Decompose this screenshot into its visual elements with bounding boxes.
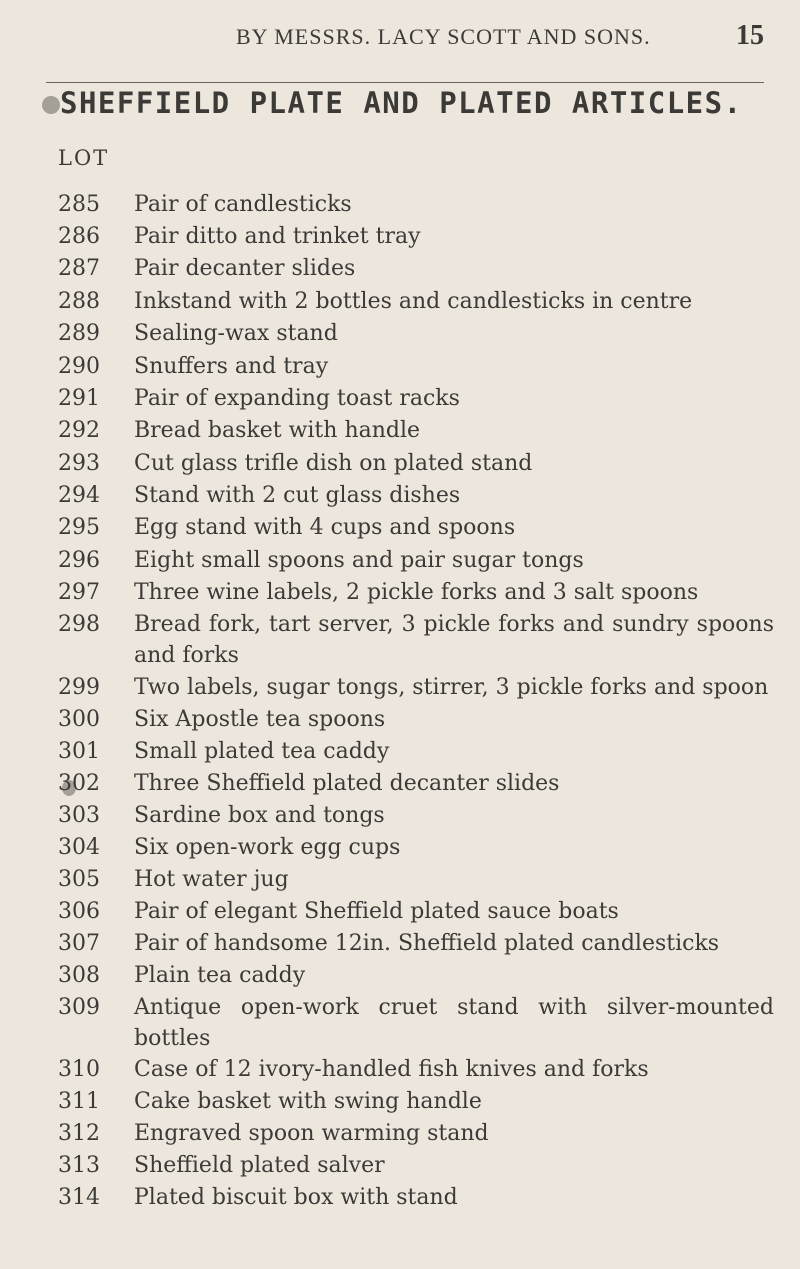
lot-number: 289: [58, 321, 100, 346]
lot-description: Sealing-wax stand: [134, 321, 338, 346]
lot-description: Inkstand with 2 bottles and candlesticks in centre: [134, 289, 693, 314]
lot-number: 292: [58, 418, 100, 443]
lot-description: Egg stand with 4 cups and spoons: [134, 515, 516, 540]
lot-description: Six open-work egg cups: [134, 835, 401, 860]
lot-description: Stand with 2 cut glass dishes: [134, 483, 461, 508]
lot-number: 291: [58, 386, 100, 411]
lot-number: 309: [58, 995, 100, 1020]
lot-description: Snuffers and tray: [134, 354, 329, 379]
lot-description: Pair ditto and trinket tray: [134, 224, 421, 249]
lot-description: Three Sheffield plated decanter slides: [134, 771, 560, 796]
lot-description: Pair of candlesticks: [134, 192, 352, 217]
lot-description: Engraved spoon warming stand: [134, 1121, 489, 1146]
lot-number: 288: [58, 289, 100, 314]
lot-number: 290: [58, 354, 100, 379]
lot-description: Pair decanter slides: [134, 256, 356, 281]
lot-description: Plated biscuit box with stand: [134, 1185, 458, 1210]
lot-number: 301: [58, 739, 100, 764]
lot-number: 306: [58, 899, 100, 924]
lot-number: 286: [58, 224, 100, 249]
lot-number: 296: [58, 548, 100, 573]
lot-description: Three wine labels, 2 pickle forks and 3 salt spoons: [134, 580, 699, 605]
lot-description: Antique open-work cruet stand with silver-mounted bottles: [134, 995, 774, 1051]
lot-description: Cut glass trifle dish on plated stand: [134, 451, 533, 476]
lot-number: 300: [58, 707, 100, 732]
lot-number: 285: [58, 192, 100, 217]
lot-description: Pair of expanding toast racks: [134, 386, 460, 411]
lot-number: 314: [58, 1185, 100, 1210]
lot-number: 297: [58, 580, 100, 605]
lot-column-heading: LOT: [58, 146, 110, 170]
lot-description: Cake basket with swing handle: [134, 1089, 482, 1114]
lot-description: Hot water jug: [134, 867, 289, 892]
lot-number: 311: [58, 1089, 100, 1114]
lot-number: 305: [58, 867, 100, 892]
ink-smudge: [42, 96, 60, 114]
lot-number: 299: [58, 675, 100, 700]
lot-number: 304: [58, 835, 100, 860]
header-rule: [46, 82, 764, 83]
lot-number: 287: [58, 256, 100, 281]
lot-description: Pair of elegant Sheffield plated sauce boats: [134, 899, 619, 924]
running-head: BY MESSRS. LACY SCOTT AND SONS.: [236, 24, 651, 49]
lot-number: 294: [58, 483, 100, 508]
lot-description: Bread fork, tart server, 3 pickle forks and sundry spoons and forks: [134, 612, 774, 668]
page-number: 15: [736, 20, 764, 51]
lot-description: Sheffield plated salver: [134, 1153, 385, 1178]
lot-number: 307: [58, 931, 100, 956]
lot-number: 310: [58, 1057, 100, 1082]
lot-number: 312: [58, 1121, 100, 1146]
lot-description: Bread basket with handle: [134, 418, 421, 443]
section-title: SHEFFIELD PLATE AND PLATED ARTICLES.: [60, 86, 743, 120]
lot-description: Case of 12 ivory-handled fish knives and forks: [134, 1057, 649, 1082]
lot-description: Eight small spoons and pair sugar tongs: [134, 548, 584, 573]
lot-number: 308: [58, 963, 100, 988]
lot-number: 303: [58, 803, 100, 828]
lot-description: Pair of handsome 12in. Sheffield plated candlesticks: [134, 931, 720, 956]
lot-number: 295: [58, 515, 100, 540]
lot-description: Two labels, sugar tongs, stirrer, 3 pickle forks and spoon: [134, 675, 769, 700]
lot-description: Six Apostle tea spoons: [134, 707, 386, 732]
lot-number: 293: [58, 451, 100, 476]
lot-number: 298: [58, 612, 100, 637]
lot-description: Small plated tea caddy: [134, 739, 390, 764]
lot-description: Plain tea caddy: [134, 963, 306, 988]
lot-description: Sardine box and tongs: [134, 803, 385, 828]
lot-number: 302: [58, 771, 100, 796]
lot-number: 313: [58, 1153, 100, 1178]
